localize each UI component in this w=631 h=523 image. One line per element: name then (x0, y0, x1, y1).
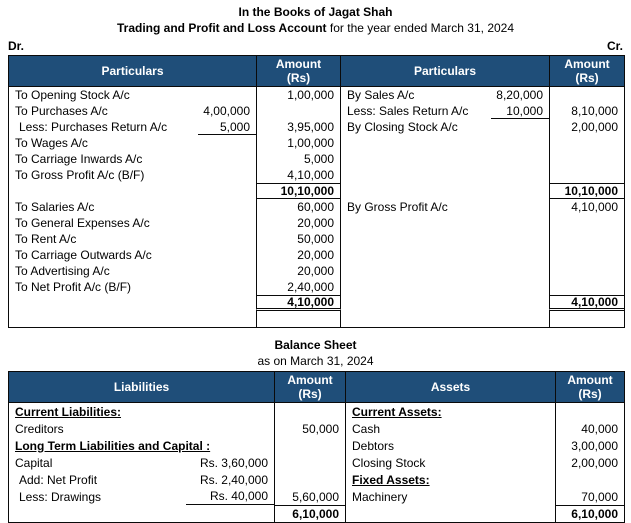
table-row (9, 311, 624, 327)
amount-right-cell: 2,00,000 (555, 454, 624, 471)
amount-right-cell (549, 279, 624, 295)
header-bs-amount-left-line2: (Rs) (298, 387, 322, 401)
particulars-right-cell (341, 279, 549, 295)
amount-left-cell: 1,00,000 (256, 135, 341, 151)
particulars-left-cell-label: To Rent A/c (15, 232, 77, 246)
header-liabilities-label: Liabilities (113, 380, 170, 394)
table-row (9, 247, 624, 263)
amount-right-cell (549, 231, 624, 247)
particulars-left-cell-inner-amount: Rs. 3,60,000 (199, 455, 268, 470)
header-amount-right-line2: (Rs) (575, 71, 599, 85)
header-bs-amount-right (555, 372, 624, 403)
particulars-right-cell (341, 263, 549, 279)
amount-left-cell: 4,10,000 (256, 167, 341, 183)
table-row (9, 215, 624, 231)
particulars-right-cell-label: Fixed Assets: (352, 472, 430, 487)
table-row (9, 183, 624, 199)
amount-right-cell: 4,10,000 (549, 199, 624, 215)
particulars-left-cell-label: To Opening Stock A/c (15, 88, 130, 102)
table-row (9, 263, 624, 279)
particulars-left-cell (9, 183, 256, 199)
amount-left-cell: 60,000 (256, 199, 341, 215)
amount-left-cell: 50,000 (274, 420, 346, 437)
particulars-left-cell (9, 505, 274, 522)
particulars-right-cell (341, 215, 549, 231)
amount-right-cell (549, 215, 624, 231)
particulars-right-cell (346, 403, 555, 420)
particulars-left-cell (9, 87, 256, 103)
particulars-right-cell (341, 87, 549, 103)
table-row (9, 295, 624, 311)
particulars-right-cell (341, 151, 549, 167)
particulars-left-cell-inner-amount: Rs. 40,000 (186, 488, 274, 505)
particulars-left-cell-label: Long Term Liabilities and Capital : (15, 438, 211, 453)
particulars-left-cell (9, 199, 256, 215)
balance-sheet-subtitle: as on March 31, 2024 (257, 354, 374, 368)
dr-cr-row (8, 39, 623, 53)
amount-right-cell (549, 167, 624, 183)
amount-left-cell: 4,10,000 (256, 295, 341, 311)
particulars-right-cell-label: Debtors (352, 438, 395, 453)
balance-sheet-header-row (9, 372, 624, 403)
amount-right-cell (549, 311, 624, 327)
balance-sheet-table (8, 371, 625, 523)
particulars-left-cell (9, 167, 256, 183)
particulars-left-cell (9, 311, 256, 327)
header-particulars-right-label: Particulars (413, 64, 477, 78)
particulars-left-cell-label: To Purchases A/c (15, 104, 108, 118)
particulars-right-cell (341, 167, 549, 183)
table-row (9, 403, 624, 420)
particulars-right-cell (346, 488, 555, 505)
particulars-left-cell-label: To Gross Profit A/c (B/F) (15, 168, 145, 182)
amount-right-cell (549, 247, 624, 263)
particulars-left-cell (9, 215, 256, 231)
particulars-left-cell (9, 231, 256, 247)
header-bs-amount-left-line1: Amount (287, 373, 333, 387)
particulars-right-cell (341, 311, 549, 327)
particulars-right-cell (341, 295, 549, 311)
header-assets-label: Assets (430, 380, 471, 394)
account-title-bold: Trading and Profit and Loss Account (116, 21, 327, 35)
amount-right-cell: 3,00,000 (555, 437, 624, 454)
particulars-right-cell-label: Less: Sales Return A/c (347, 104, 469, 118)
particulars-left-cell-label: To Wages A/c (15, 136, 88, 150)
table-row (9, 135, 624, 151)
particulars-right-cell (346, 420, 555, 437)
amount-right-cell (555, 471, 624, 488)
particulars-left-cell (9, 437, 274, 454)
particulars-right-cell-label: Closing Stock (352, 455, 426, 470)
particulars-left-cell (9, 295, 256, 311)
amount-right-cell: 40,000 (555, 420, 624, 437)
particulars-right-cell (346, 505, 555, 522)
particulars-left-cell (9, 454, 274, 471)
particulars-right-cell (341, 247, 549, 263)
balance-sheet-title: Balance Sheet (274, 338, 357, 352)
amount-left-cell (274, 437, 346, 454)
table-row (9, 279, 624, 295)
amount-left-cell: 10,10,000 (256, 183, 341, 199)
particulars-left-cell-label: To Advertising A/c (15, 264, 110, 278)
amount-left-cell: 20,000 (256, 263, 341, 279)
amount-left-cell: 1,00,000 (256, 87, 341, 103)
particulars-left-cell (9, 279, 256, 295)
header-amount-left-line1: Amount (275, 57, 322, 71)
particulars-left-cell-label: Less: Drawings (19, 489, 102, 504)
header-liabilities (9, 372, 274, 403)
table-row (9, 151, 624, 167)
amount-right-cell (549, 87, 624, 103)
particulars-left-cell-label: Capital (15, 455, 53, 470)
particulars-left-cell-label: Add: Net Profit (19, 472, 98, 487)
particulars-right-cell-label: Machinery (352, 489, 408, 504)
dr-label: Dr. (8, 39, 25, 53)
particulars-right-cell-label: By Gross Profit A/c (347, 200, 448, 214)
particulars-right-cell (341, 103, 549, 119)
table-row (9, 199, 624, 215)
particulars-right-cell-inner-amount: 10,000 (491, 103, 549, 119)
header-bs-amount-right-line1: Amount (567, 373, 613, 387)
table-row (9, 231, 624, 247)
table-row (9, 420, 624, 437)
book-title: In the Books of Jagat Shah (238, 5, 393, 19)
particulars-left-cell (9, 247, 256, 263)
amount-left-cell: 6,10,000 (274, 505, 346, 522)
amount-right-cell (549, 135, 624, 151)
particulars-left-cell (9, 135, 256, 151)
amount-left-cell: 5,000 (256, 151, 341, 167)
amount-left-cell (274, 471, 346, 488)
amount-right-cell: 70,000 (555, 488, 624, 505)
header-amount-left (256, 56, 341, 87)
amount-left-cell: 20,000 (256, 247, 341, 263)
table-row (9, 488, 624, 505)
particulars-left-cell-label: To General Expenses A/c (15, 216, 150, 230)
amount-right-cell: 8,10,000 (549, 103, 624, 119)
amount-left-cell (256, 311, 341, 327)
table-row (9, 167, 624, 183)
particulars-right-cell (341, 231, 549, 247)
amount-left-cell: 3,95,000 (256, 119, 341, 135)
amount-right-cell: 10,10,000 (549, 183, 624, 199)
table-row (9, 103, 624, 119)
amount-right-cell (555, 403, 624, 420)
particulars-left-cell-inner-amount: 5,000 (198, 119, 256, 135)
header-amount-right (549, 56, 624, 87)
particulars-left-cell (9, 263, 256, 279)
particulars-left-cell-label: To Salaries A/c (15, 200, 95, 214)
trading-header-row (9, 56, 624, 87)
particulars-left-cell (9, 420, 274, 437)
particulars-left-cell (9, 488, 274, 505)
particulars-left-cell (9, 471, 274, 488)
amount-right-cell: 2,00,000 (549, 119, 624, 135)
particulars-left-cell (9, 103, 256, 119)
amount-right-cell: 4,10,000 (549, 295, 624, 311)
header-amount-right-line1: Amount (564, 57, 610, 71)
amount-right-cell: 6,10,000 (555, 505, 624, 522)
particulars-left-cell-label: To Carriage Outwards A/c (15, 248, 152, 262)
particulars-right-cell (341, 199, 549, 215)
amount-left-cell: 20,000 (256, 215, 341, 231)
amount-left-cell: 50,000 (256, 231, 341, 247)
particulars-right-cell-label: Current Assets: (352, 404, 442, 419)
table-row (9, 505, 624, 522)
account-title (0, 21, 631, 36)
cr-label: Cr. (606, 39, 623, 53)
particulars-right-cell-inner-amount: 8,20,000 (496, 88, 543, 102)
particulars-right-cell (341, 119, 549, 135)
header-bs-amount-right-line2: (Rs) (578, 387, 602, 401)
particulars-right-cell (346, 454, 555, 471)
amount-left-cell: 2,40,000 (256, 279, 341, 295)
particulars-left-cell (9, 151, 256, 167)
table-row (9, 437, 624, 454)
particulars-left-cell-label: To Carriage Inwards A/c (15, 152, 143, 166)
particulars-right-cell-label: Cash (352, 421, 381, 436)
table-row (9, 454, 624, 471)
particulars-left-cell (9, 403, 274, 420)
table-row (9, 119, 624, 135)
particulars-left-cell-inner-amount: Rs. 2,40,000 (199, 472, 268, 487)
particulars-right-cell-label: By Closing Stock A/c (347, 120, 458, 134)
amount-left-cell (274, 403, 346, 420)
header-particulars-left-label: Particulars (101, 64, 164, 78)
amount-right-cell (549, 263, 624, 279)
particulars-right-cell (346, 471, 555, 488)
header-bs-amount-left (274, 372, 346, 403)
amount-left-cell (256, 103, 341, 119)
header-particulars-right (341, 56, 549, 87)
header-assets (346, 372, 555, 403)
table-row (9, 87, 624, 103)
amount-left-cell: 5,60,000 (274, 488, 346, 505)
header-particulars-left (9, 56, 256, 87)
amount-right-cell (549, 151, 624, 167)
particulars-right-cell-label: By Sales A/c (347, 88, 415, 102)
particulars-left-cell-label: To Net Profit A/c (B/F) (15, 280, 132, 294)
particulars-right-cell (341, 183, 549, 199)
header-amount-left-line2: (Rs) (286, 71, 311, 85)
particulars-left-cell-label: Less: Purchases Return A/c (19, 120, 168, 134)
account-title-period: for the year ended March 31, 2024 (326, 21, 515, 35)
amount-left-cell (274, 454, 346, 471)
particulars-left-cell-label: Current Liabilities: (15, 404, 122, 419)
particulars-left-cell-inner-amount: 4,00,000 (203, 104, 250, 118)
table-row (9, 471, 624, 488)
particulars-left-cell (9, 119, 256, 135)
particulars-right-cell (341, 135, 549, 151)
trading-pl-table (8, 55, 625, 328)
particulars-right-cell (346, 437, 555, 454)
particulars-left-cell-label: Creditors (15, 421, 64, 436)
